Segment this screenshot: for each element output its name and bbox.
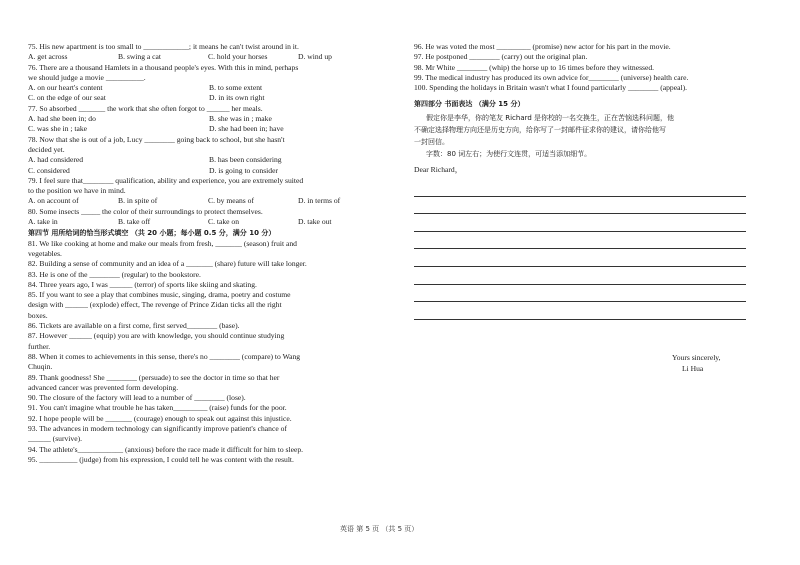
fill-line: 83. He is one of the ________ (regular) to the bookstore. xyxy=(28,269,201,279)
fill-line: 82. Building a sense of community and an idea of a _______ (share) future will take longer. xyxy=(28,259,307,269)
fill-line: 100. Spending the holidays in Britain wasn't what I found particularly ________ (appeal). xyxy=(414,83,688,93)
signature: Li Hua xyxy=(682,364,704,373)
q77-options-row2 xyxy=(28,124,390,134)
fill-line: 96. He was voted the most _________ (promise) new actor for his part in the movie. xyxy=(414,42,671,51)
q79-option-d: D. in terms of xyxy=(298,196,341,206)
fill-line: design with ______ (explode) effect, The revenge of Prince Zidan ticks all the right xyxy=(28,300,282,310)
fill-line: 98. Mr White ________ (whip) the horse up to 16 times before they witnessed. xyxy=(414,62,655,72)
q77-option-b: B. she was in ; make xyxy=(209,114,272,124)
closing: Yours sincerely, xyxy=(672,353,721,362)
q76-option-b: B. to some extent xyxy=(209,83,263,93)
fill-line: 93. The advances in modern technology can significantly improve patient's chance of xyxy=(28,423,287,433)
question-80: 80. Some insects _____ the color of their surroundings to protect themselves. xyxy=(28,206,263,216)
writing-line[interactable] xyxy=(414,249,746,267)
writing-line[interactable] xyxy=(414,267,746,285)
writing-line[interactable] xyxy=(414,179,746,197)
right-column xyxy=(414,42,754,320)
fill-line: ______ (survive). xyxy=(28,434,82,444)
q76-option-d: D. in its own right xyxy=(209,93,265,103)
q77-option-a: A. had she been in; do xyxy=(28,114,96,124)
writing-area[interactable] xyxy=(414,179,754,320)
q79-option-b: B. in spite of xyxy=(118,196,158,206)
fill-line: 85. If you want to see a play that combines music, singing, drama, poetry and costume xyxy=(28,290,291,300)
writing-line[interactable] xyxy=(414,285,746,303)
fill-line: further. xyxy=(28,341,51,351)
q78-option-c: C. considered xyxy=(28,165,70,175)
q77-option-c: C. was she in ; take xyxy=(28,124,88,134)
section-4-title: 第四节 用所给词的恰当形式填空 （共 20 小题；每小题 0.5 分，满分 10 分） xyxy=(28,229,276,238)
question-79-cont: to the position we have in mind. xyxy=(28,186,126,196)
writing-line[interactable] xyxy=(414,197,746,215)
q79-option-a: A. on account of xyxy=(28,196,79,206)
prompt-line: 不确定选择物理方向还是历史方向，给你写了一封邮件征求你的建议，请你给他写 xyxy=(414,125,666,134)
fill-line: 94. The athlete's____________ (anxious) before the race made it difficult for him to sleep. xyxy=(28,444,304,454)
fill-line: 89. Thank goodness! She ________ (persuade) to see the doctor in time so that her xyxy=(28,372,280,382)
q76-options-row1 xyxy=(28,83,390,93)
q75-option-d: D. wind up xyxy=(298,52,332,62)
fill-line: advanced cancer was prevented form developing. xyxy=(28,382,179,392)
fill-in-list-left xyxy=(28,239,390,466)
prompt-line: 一封回信。 xyxy=(414,137,449,146)
writing-line[interactable] xyxy=(414,232,746,250)
fill-line: 86. Tickets are available on a first come, first served________ (base). xyxy=(28,321,240,331)
fill-in-list-right xyxy=(414,42,754,93)
question-75: 75. His new apartment is too small to ____________; it means he can't twist around in it. xyxy=(28,42,299,51)
q78-option-a: A. had considered xyxy=(28,155,84,165)
fill-line: 90. The closure of the factory will lead to a number of ________ (lose). xyxy=(28,393,246,403)
question-78: 78. Now that she is out of a job, Lucy ________ going back to school, but she hasn't xyxy=(28,134,285,144)
question-78-cont: decided yet. xyxy=(28,144,65,154)
page-footer: 英语 第 5 页 （共 5 页） xyxy=(340,525,419,533)
q80-options xyxy=(28,217,390,227)
q75-option-c: C. hold your horses xyxy=(208,52,268,62)
q78-option-b: B. has been considering xyxy=(209,155,282,165)
fill-line: boxes. xyxy=(28,310,48,320)
fill-line: 95. __________ (judge) from his expression, I could tell he was content with the result. xyxy=(28,454,294,464)
question-77: 77. So absorbed _______ the work that she often forgot to ______ her meals. xyxy=(28,103,263,113)
fill-line: 91. You can't imagine what trouble he has taken_________ (raise) funds for the poor. xyxy=(28,403,287,413)
question-79: 79. I feel sure that________ qualification, ability and experience, you are extremely suited xyxy=(28,175,304,185)
writing-line[interactable] xyxy=(414,214,746,232)
q80-option-b: B. take off xyxy=(118,217,151,227)
q75-options xyxy=(28,52,390,62)
q79-options xyxy=(28,196,390,206)
q75-option-a: A. get across xyxy=(28,52,68,62)
q80-option-c: C. take on xyxy=(208,217,240,227)
q78-option-d: D. is going to consider xyxy=(209,165,278,175)
q80-option-a: A. take in xyxy=(28,217,58,227)
q78-options-row1 xyxy=(28,155,390,165)
writing-prompt xyxy=(414,112,754,160)
fill-line: Chuqin. xyxy=(28,362,53,372)
q80-option-d: D. take out xyxy=(298,217,332,227)
fill-line: vegetables. xyxy=(28,248,62,258)
prompt-line: 字数：80 词左右；为使行文连贯，可适当添加细节。 xyxy=(426,149,592,158)
q79-option-c: C. by means of xyxy=(208,196,254,206)
q76-option-c: C. on the edge of our seat xyxy=(28,93,106,103)
q77-options-row1 xyxy=(28,114,390,124)
fill-line: 81. We like cooking at home and make our meals from fresh, _______ (season) fruit and xyxy=(28,238,297,248)
q78-options-row2 xyxy=(28,166,390,176)
fill-line: 84. Three years ago, I was ______ (terror) of sports like skiing and skating. xyxy=(28,279,257,289)
sign-off xyxy=(672,352,721,374)
question-76: 76. There are a thousand Hamlets in a thousand people's eyes. With this in mind, perhaps xyxy=(28,62,299,72)
q75-option-b: B. swing a cat xyxy=(118,52,162,62)
prompt-line: 假定你是李华，你的笔友 Richard 是你校的一名交换生，正在苦恼选科问题，他 xyxy=(426,113,675,122)
fill-line: 99. The medical industry has produced its own advice for________ (universe) health care. xyxy=(414,72,689,82)
salutation: Dear Richard， xyxy=(414,164,463,174)
fill-line: 87. However ______ (equip) you are with knowledge, you should continue studying xyxy=(28,331,285,341)
q77-option-d: D. she had been in; have xyxy=(209,124,284,134)
fill-line: 97. He postponed ________ (carry) out the original plan. xyxy=(414,52,588,62)
q76-option-a: A. on our heart's content xyxy=(28,83,103,93)
q76-options-row2 xyxy=(28,93,390,103)
left-column xyxy=(28,42,390,465)
question-76-cont: we should judge a movie __________. xyxy=(28,72,146,82)
fill-line: 88. When it comes to achievements in this sense, there's no ________ (compare) to Wang xyxy=(28,351,301,361)
writing-line[interactable] xyxy=(414,302,746,320)
part-4-title: 第四部分 书面表达 （满分 15 分） xyxy=(414,100,525,109)
fill-line: 92. I hope people will be _______ (courage) enough to speak out against this injustice. xyxy=(28,413,292,423)
